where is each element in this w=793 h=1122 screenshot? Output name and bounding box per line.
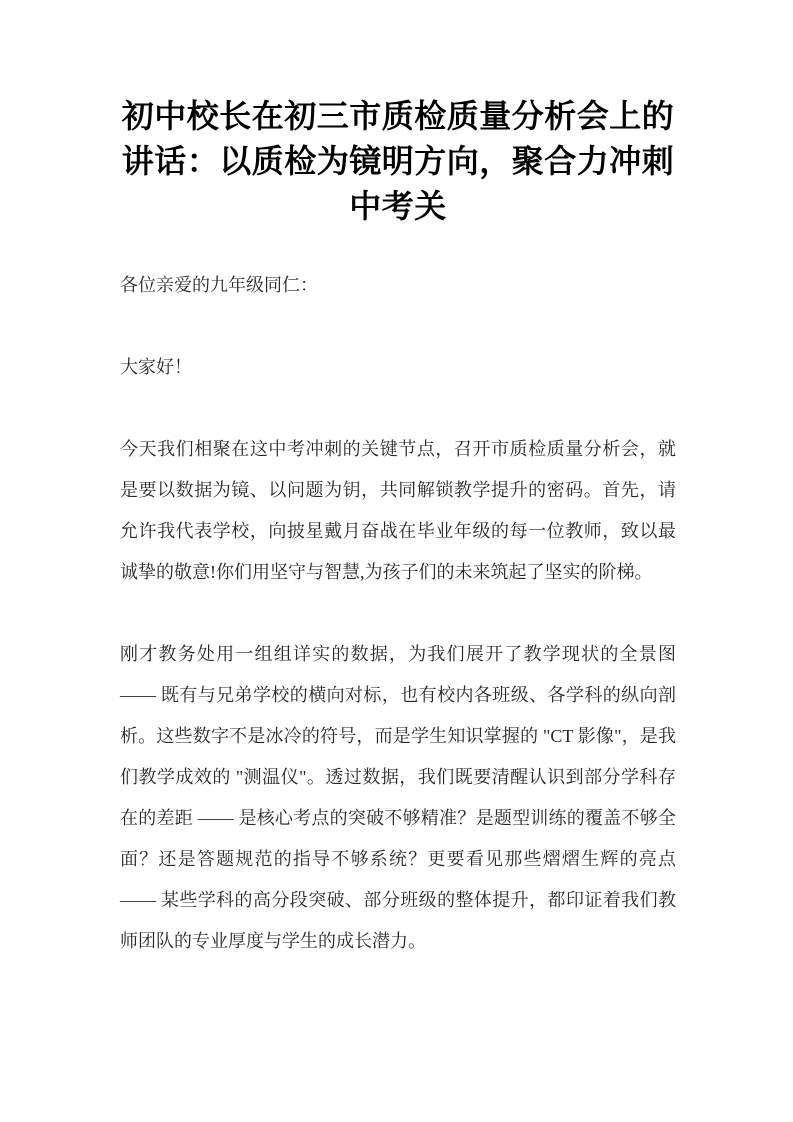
paragraph-data-analysis: 刚才教务处用一组组详实的数据，为我们展开了教学现状的全景图 —— 既有与兄弟学校的横向对标，也有校内各班级、各学科的纵向剖析。这些数字不是冰冷的符号，而是学生知识掌握的 "CT 影像"，是我们教学成效的 "测温仪"。透过数据，我们既要清醒认识到部分学科存在的差距 —— 是核心考点的突破不够精准？是题型训练的覆盖不够全面？还是答题规范的指导不够系统？更要看见那些熠熠生辉的亮点 —— 某些学科的高分段突破、部分班级的整体提升，都印证着我们教师团队的专业厚度与学生的成长潜力。 (120, 644, 676, 951)
paragraph-opening: 今天我们相聚在这中考冲刺的关键节点，召开市质检质量分析会，就是要以数据为镜、以问题为钥，共同解锁教学提升的密码。首先，请允许我代表学校，向披星戴月奋战在毕业年级的每一位教师，致以最诚挚的敬意!你们用坚守与智慧,为孩子们的未来筑起了坚实的阶梯。 (120, 439, 676, 582)
document-title: 初中校长在初三市质检质量分析会上的讲话：以质检为镜明方向，聚合力冲刺中考关 (121, 98, 675, 224)
greeting-line: 大家好！ (120, 357, 192, 377)
salutation-line: 各位亲爱的九年级同仁： (120, 275, 318, 295)
